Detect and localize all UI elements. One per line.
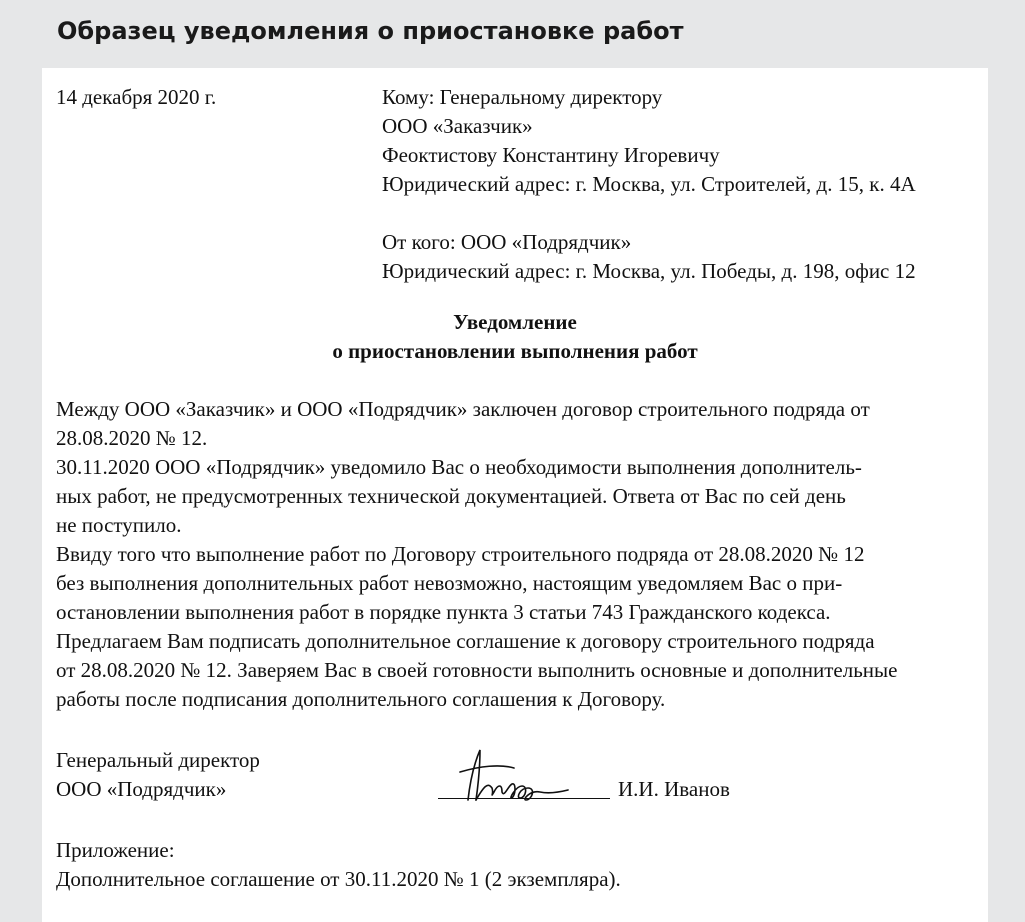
handwritten-signature	[450, 742, 600, 812]
signatory-position: Генеральный директор	[56, 748, 260, 772]
body-line: Ввиду того что выполнение работ по Договору строительного подряда от 28.08.2020 № 12	[56, 542, 865, 566]
document-sheet	[42, 68, 988, 922]
body-line: работы после подписания дополнительного соглашения к Договору.	[56, 687, 666, 711]
signatory-name: И.И. Иванов	[618, 777, 730, 801]
body-line: 28.08.2020 № 12.	[56, 426, 208, 450]
attachment-text: Дополнительное соглашение от 30.11.2020 № 1 (2 экземпляра).	[56, 867, 621, 891]
document-subheading: о приостановлении выполнения работ	[332, 339, 698, 363]
body-line: Предлагаем Вам подписать дополнительное соглашение к договору строительного подряда	[56, 629, 875, 653]
signature-line	[438, 798, 610, 799]
page-title: Образец уведомления о приостановке работ	[57, 17, 684, 45]
recipient-line: ООО «Заказчик»	[382, 114, 533, 138]
recipient-line: Кому: Генеральному директору	[382, 85, 663, 109]
body-line: от 28.08.2020 № 12. Заверяем Вас в своей готовности выполнить основные и дополнительные	[56, 658, 898, 682]
recipient-line: Юридический адрес: г. Москва, ул. Строителей, д. 15, к. 4А	[382, 172, 916, 196]
document-heading: Уведомление	[453, 310, 577, 334]
sender-line: От кого: ООО «Подрядчик»	[382, 230, 632, 254]
body-line: Между ООО «Заказчик» и ООО «Подрядчик» заключен договор строительного подряда от	[56, 397, 870, 421]
body-line: ных работ, не предусмотренных технической документацией. Ответа от Вас по сей день	[56, 484, 846, 508]
letter-date: 14 декабря 2020 г.	[56, 85, 217, 109]
signatory-company: ООО «Подрядчик»	[56, 777, 227, 801]
sender-line: Юридический адрес: г. Москва, ул. Победы, д. 198, офис 12	[382, 259, 916, 283]
body-line: не поступило.	[56, 513, 182, 537]
body-line: без выполнения дополнительных работ невозможно, настоящим уведомляем Вас о при-	[56, 571, 843, 595]
attachment-label: Приложение:	[56, 838, 175, 862]
recipient-line: Феоктистову Константину Игоревичу	[382, 143, 720, 167]
body-line: 30.11.2020 ООО «Подрядчик» уведомило Вас о необходимости выполнения дополнитель-	[56, 455, 862, 479]
body-line: остановлении выполнения работ в порядке пункта 3 статьи 743 Гражданского кодекса.	[56, 600, 831, 624]
